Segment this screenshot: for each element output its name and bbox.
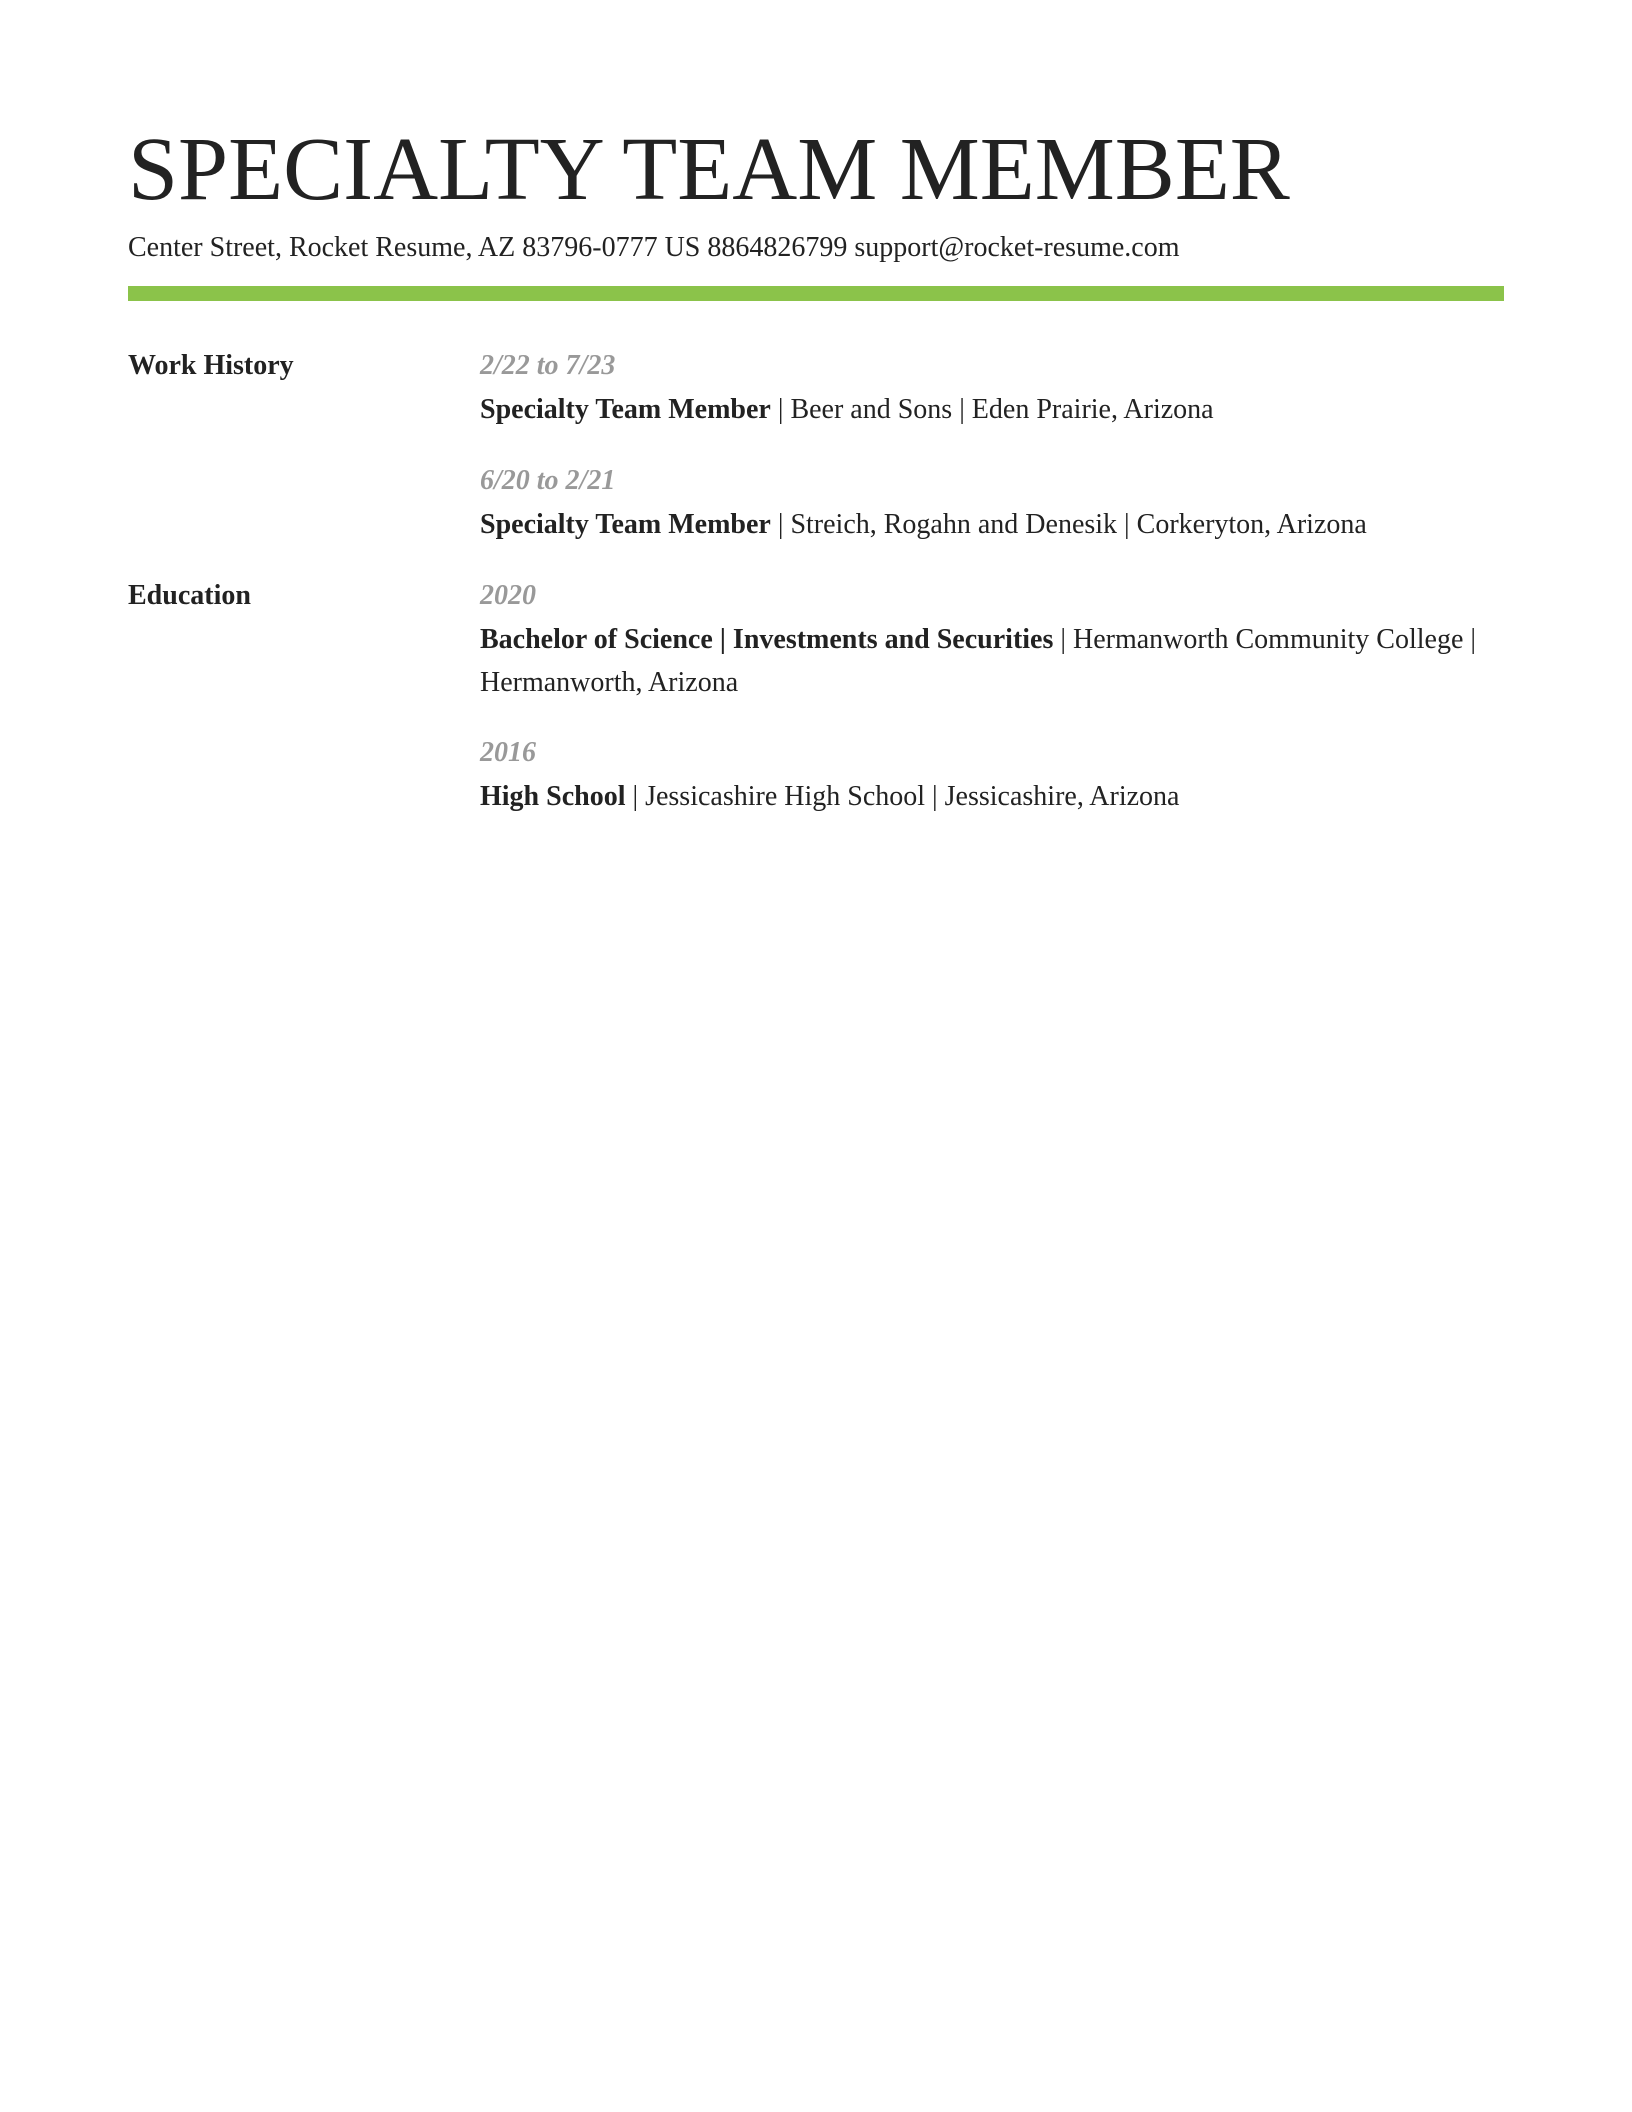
section-label-education: Education	[128, 580, 251, 611]
entry-role: Bachelor of Science | Investments and Securities	[480, 624, 1054, 655]
resume-title: SPECIALTY TEAM MEMBER	[128, 120, 1290, 219]
entry-details: | Streich, Rogahn and Denesik | Corkeryton, Arizona	[770, 509, 1367, 540]
entry-line	[480, 775, 1510, 818]
entry-line	[480, 618, 1510, 704]
entry-role: Specialty Team Member	[480, 394, 771, 425]
entry-date: 2020	[480, 580, 536, 611]
section-label-work-history: Work History	[128, 350, 294, 381]
entry-role: High School	[480, 781, 626, 812]
entry-date: 2016	[480, 737, 536, 768]
work-history-entry	[480, 346, 1510, 431]
education-entry	[480, 576, 1510, 704]
work-history-entry	[480, 461, 1510, 546]
education-entry	[480, 733, 1510, 818]
entry-role: Specialty Team Member	[480, 509, 771, 540]
entry-details: | Jessicashire High School | Jessicashire, Arizona	[625, 781, 1180, 812]
entry-line	[480, 388, 1510, 431]
accent-divider	[128, 286, 1504, 301]
entry-details: | Hermanworth Community College | Hermanworth, Arizona	[480, 624, 1476, 698]
contact-info: Center Street, Rocket Resume, AZ 83796-0777 US 8864826799 support@rocket-resume.com	[128, 232, 1180, 263]
entry-date: 2/22 to 7/23	[480, 350, 616, 381]
entry-details: | Beer and Sons | Eden Prairie, Arizona	[770, 394, 1214, 425]
entry-line	[480, 503, 1510, 546]
entry-date: 6/20 to 2/21	[480, 465, 616, 496]
